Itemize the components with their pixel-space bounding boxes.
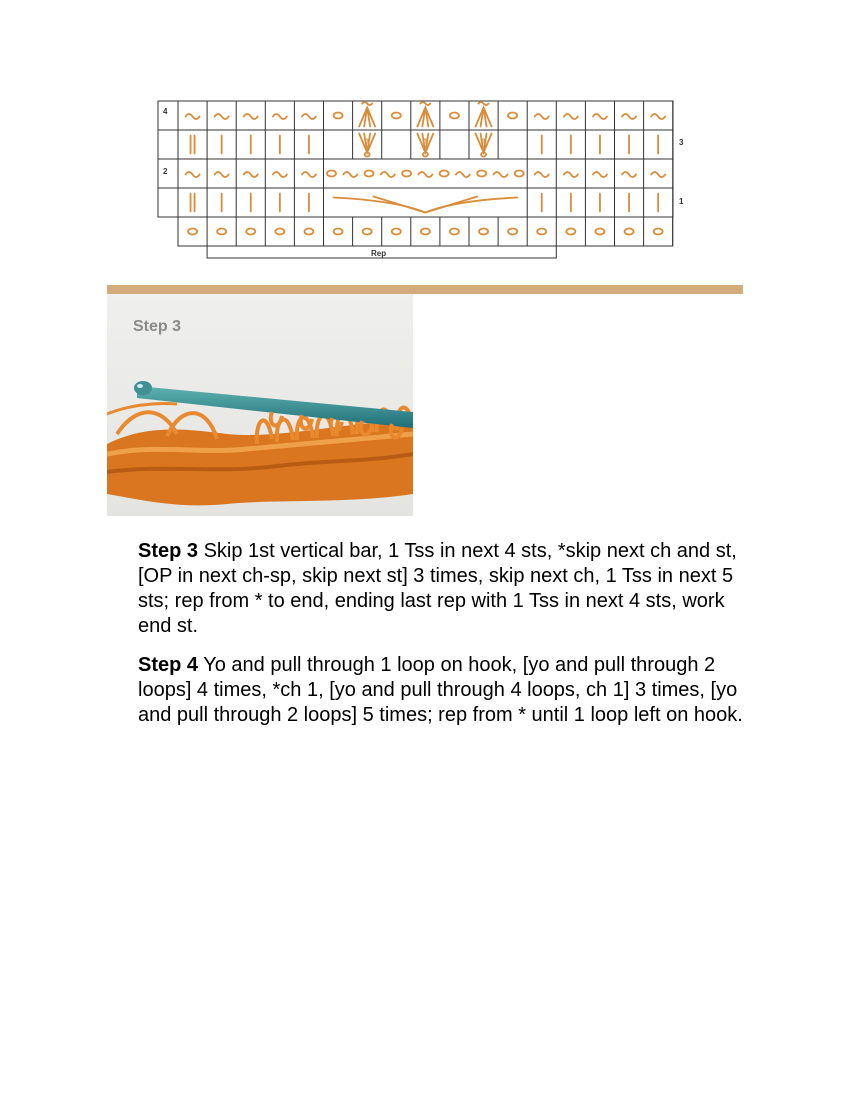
stitch-tilde: [273, 172, 287, 177]
stitch-cluster-top: [359, 108, 375, 127]
stitch-tilde: [493, 172, 507, 177]
stitch-chain: [508, 113, 517, 119]
stitch-tilde: [186, 114, 200, 119]
stitch-tilde: [456, 172, 470, 177]
stitch-chain: [479, 229, 488, 235]
stitch-tilde: [418, 172, 432, 177]
step-3-text: Skip 1st vertical bar, 1 Tss in next 4 sts, *skip next ch and st, [OP in next ch-sp, skip next st] 3 times, skip next ch, 1 Tss in next 5 sts; rep from * to end, ending last rep with 1 Tss in next 4 sts, work end st.: [138, 540, 737, 637]
stitch-tilde: [622, 114, 636, 119]
stitch-chain: [595, 229, 604, 235]
stitch-chain: [334, 229, 343, 235]
stitch-chart: [155, 98, 700, 264]
stitch-chain: [537, 229, 546, 235]
rep-label: Rep: [371, 249, 387, 258]
stitch-chain: [402, 171, 411, 177]
stitch-tilde: [651, 172, 665, 177]
stitch-tilde: [186, 172, 200, 177]
stitch-tilde: [244, 172, 258, 177]
stitch-tilde: [302, 114, 316, 119]
stitch-tilde: [651, 114, 665, 119]
stitch-chain: [217, 229, 226, 235]
stitch-cluster-top: [417, 108, 433, 127]
stitch-chain: [275, 229, 284, 235]
step-3-label: Step 3: [138, 540, 199, 562]
stitch-chain: [392, 229, 401, 235]
stitch-tilde: [593, 114, 607, 119]
photo-step-label: Step 3: [133, 318, 182, 335]
row-label-3: 3: [679, 138, 684, 147]
stitch-chain: [440, 171, 449, 177]
stitch-chain: [327, 171, 336, 177]
stitch-chain: [363, 229, 372, 235]
stitch-chain: [515, 171, 524, 177]
row-label-4: 4: [163, 107, 168, 116]
step-3-photo: [107, 294, 413, 516]
fan-count-label: 3: [365, 138, 370, 146]
stitch-chain: [508, 229, 517, 235]
stitch-tilde: [343, 172, 357, 177]
section-divider: [107, 285, 743, 294]
stitch-tilde: [381, 172, 395, 177]
stitch-chain: [450, 229, 459, 235]
stitch-tilde: [622, 172, 636, 177]
stitch-chain: [477, 171, 486, 177]
row-label-2: 2: [163, 167, 168, 176]
stitch-chain: [421, 229, 430, 235]
step-4-text: Yo and pull through 1 loop on hook, [yo and pull through 2 loops] 4 times, *ch 1, [yo and pull through 4 loops, ch 1] 3 times, [yo and pull through 2 loops] 5 times; rep from * until 1 loop left on hook.: [138, 654, 743, 726]
stitch-tilde: [593, 172, 607, 177]
stitch-cluster-top: [476, 108, 492, 127]
stitch-tilde: [302, 172, 316, 177]
stitch-tilde: [273, 114, 287, 119]
stitch-chain: [392, 113, 401, 119]
stitch-tilde: [564, 172, 578, 177]
stitch-chain: [625, 229, 634, 235]
stitch-chain: [304, 229, 313, 235]
stitch-chain: [654, 229, 663, 235]
stitch-tilde: [535, 172, 549, 177]
stitch-chain: [566, 229, 575, 235]
stitch-tilde: [244, 114, 258, 119]
stitch-tilde: [535, 114, 549, 119]
stitch-tilde: [564, 114, 578, 119]
step-4-paragraph: [138, 653, 748, 728]
fan-count-label: 3: [423, 138, 428, 146]
stitch-chain: [334, 113, 343, 119]
row-label-1: 1: [679, 197, 684, 206]
fan-count-label: 3: [481, 138, 486, 146]
stitch-chain: [246, 229, 255, 235]
stitch-tilde: [215, 172, 229, 177]
chart-foundation-row: [178, 217, 673, 246]
step-3-paragraph: [138, 539, 748, 639]
stitch-chain: [450, 113, 459, 119]
stitch-chain: [188, 229, 197, 235]
step-4-label: Step 4: [138, 654, 199, 676]
stitch-chain: [365, 171, 374, 177]
stitch-tilde: [215, 114, 229, 119]
stitch-sweep: [334, 198, 518, 213]
